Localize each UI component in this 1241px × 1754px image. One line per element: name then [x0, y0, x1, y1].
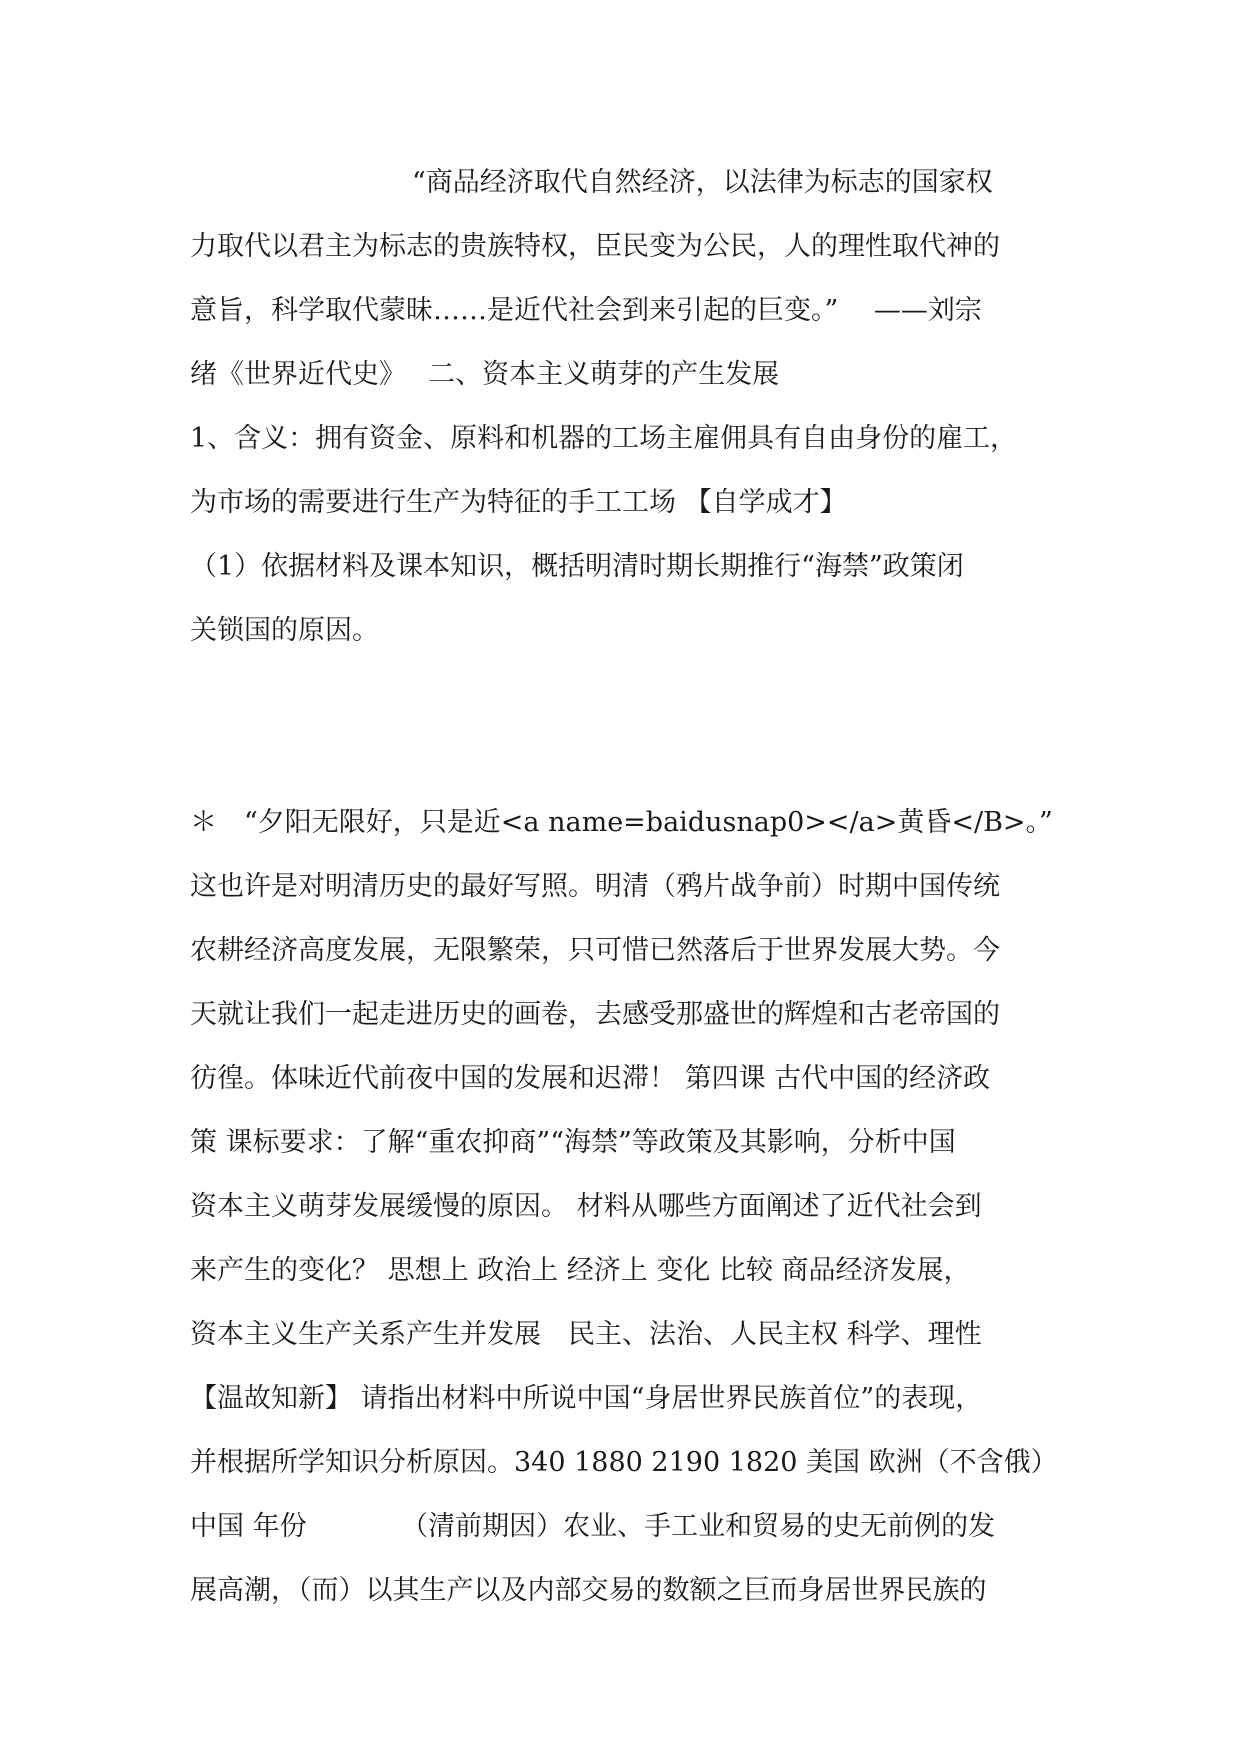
text-line: 策 课标要求：了解“重农抑商”“海禁”等政策及其影响，分析中国 [190, 1127, 956, 1158]
text-line: 为市场的需要进行生产为特征的手工工场 【自学成才】 [190, 487, 847, 518]
text-line: 中国 年份 （清前期因）农业、手工业和贸易的史无前例的发 [190, 1511, 996, 1542]
text-line: 【温故知新】 请指出材料中所说中国“身居世界民族首位”的表现， [190, 1383, 983, 1414]
text-line: 农耕经济高度发展，无限繁荣，只可惜已然落后于世界发展大势。今 [190, 935, 1000, 966]
text-line: 这也许是对明清历史的最好写照。明清（鸦片战争前）时期中国传统 [190, 871, 1000, 902]
text-line: （1）依据材料及课本知识，概括明清时期长期推行“海禁”政策闭 [190, 551, 964, 582]
text-line: 并根据所学知识分析原因。340 1880 2190 1820 美国 欧洲（不含俄） [190, 1447, 1058, 1478]
text-line: 绪《世界近代史》 二、资本主义萌芽的产生发展 [190, 359, 780, 390]
text-line: 力取代以君主为标志的贵族特权，臣民变为公民，人的理性取代神的 [190, 231, 1000, 262]
text-line: 来产生的变化？ 思想上 政治上 经济上 变化 比较 商品经济发展， [190, 1255, 971, 1286]
text-line: “商品经济取代自然经济，以法律为标志的国家权 [412, 167, 993, 198]
text-line: 意旨，科学取代蒙昧……是近代社会到来引起的巨变。” ——刘宗 [190, 295, 982, 326]
text-line: 展高潮，（而）以其生产以及内部交易的数额之巨而身居世界民族的 [190, 1575, 987, 1606]
text-line: 关锁国的原因。 [190, 615, 379, 646]
text-line: 彷徨。体味近代前夜中国的发展和迟滞！ 第四课 古代中国的经济政 [190, 1063, 991, 1094]
text-line: 资本主义萌芽发展缓慢的原因。 材料从哪些方面阐述了近代社会到 [190, 1191, 982, 1222]
text-line: 1、含义：拥有资金、原料和机器的工场主雇佣具有自由身份的雇工， [190, 423, 1018, 454]
text-line: 资本主义生产关系产生并发展 民主、法治、人民主权 科学、理性 [190, 1319, 982, 1350]
text-line: ＊ “夕阳无限好，只是近<a name=baidusnap0></a>黄昏</B>。” [190, 807, 1053, 838]
text-line: 天就让我们一起走进历史的画卷，去感受那盛世的辉煌和古老帝国的 [190, 999, 1000, 1030]
